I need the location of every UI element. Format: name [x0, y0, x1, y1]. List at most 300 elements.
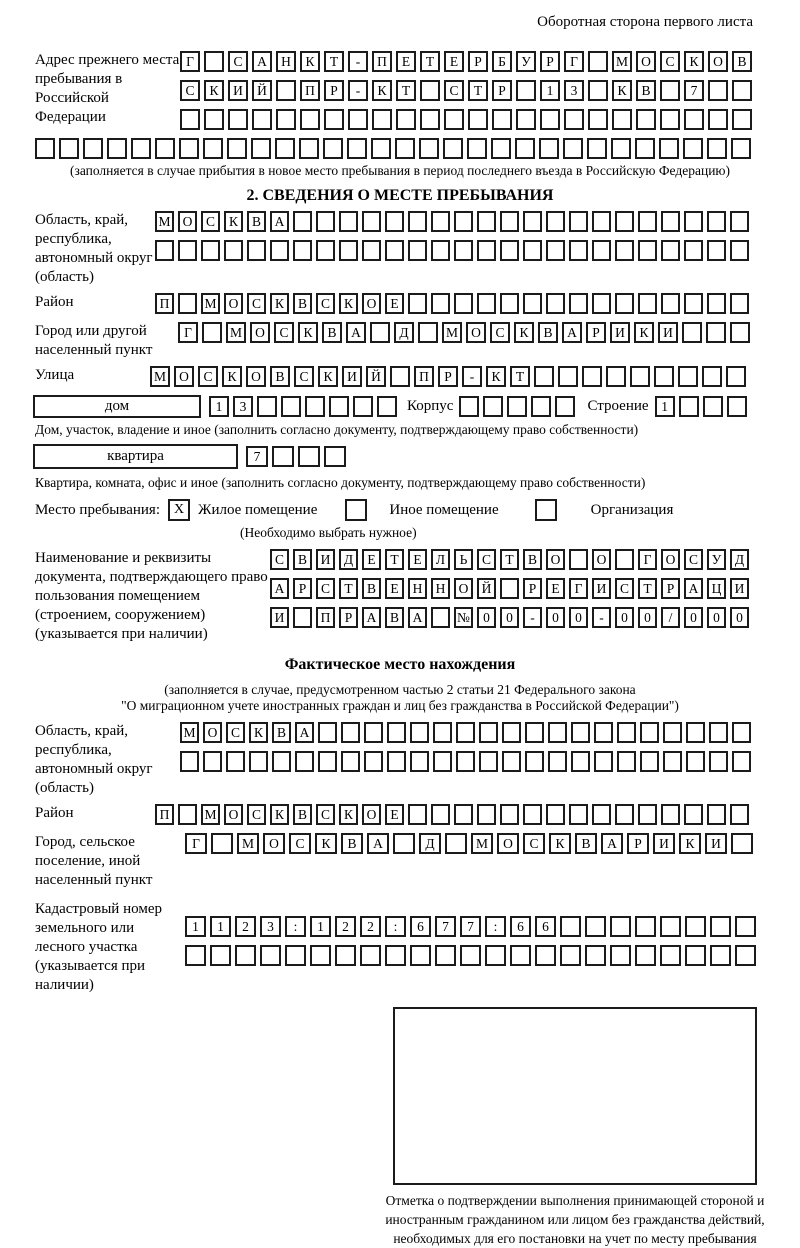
char-box: 3: [260, 916, 281, 937]
char-box: К: [514, 322, 534, 343]
char-box: [703, 396, 723, 417]
char-box: [339, 240, 358, 261]
char-box: С: [228, 51, 248, 72]
char-box: [615, 804, 634, 825]
char-box: [678, 366, 698, 387]
char-box: [385, 211, 404, 232]
char-box: С: [270, 549, 289, 570]
char-box: 1: [209, 396, 229, 417]
char-box: [324, 109, 344, 130]
char-box: И: [705, 833, 727, 854]
char-box: [707, 293, 726, 314]
char-box: [155, 138, 175, 159]
char-box: [709, 751, 728, 772]
checkbox-inoe[interactable]: [345, 499, 367, 521]
char-box: [433, 722, 452, 743]
char-box: [546, 211, 565, 232]
char-box: [491, 138, 511, 159]
char-box: [387, 722, 406, 743]
char-box: [638, 240, 657, 261]
char-box: К: [339, 804, 358, 825]
char-box: [500, 578, 519, 599]
char-box: [276, 80, 296, 101]
char-row: [270, 578, 749, 599]
option-label-zhiloe: Жилое помещение: [198, 501, 318, 518]
char-box: О: [466, 322, 486, 343]
char-box: 1: [185, 916, 206, 937]
char-box: [251, 138, 271, 159]
char-row: [270, 549, 749, 570]
header-note: Оборотная сторона первого листа: [537, 14, 753, 30]
city-block: [35, 322, 765, 360]
char-box: 2: [235, 916, 256, 937]
char-box: А: [601, 833, 623, 854]
district-label: Район: [35, 294, 74, 310]
char-box: Т: [468, 80, 488, 101]
char-box: -: [462, 366, 482, 387]
char-box: [252, 109, 272, 130]
char-box: Р: [468, 51, 488, 72]
char-box: Т: [324, 51, 344, 72]
char-box: [617, 722, 636, 743]
char-row: [180, 109, 752, 130]
char-box: О: [546, 549, 565, 570]
checkbox-organizatsiya[interactable]: [535, 499, 557, 521]
char-box: С: [201, 211, 220, 232]
char-box: А: [252, 51, 272, 72]
street-block: [35, 366, 765, 387]
char-box: П: [155, 804, 174, 825]
char-box: [431, 240, 450, 261]
house-label-box: [33, 395, 201, 418]
stay-note: (Необходимо выбрать нужное): [240, 525, 417, 540]
stay-label: Место пребывания:: [35, 501, 160, 518]
char-box: С: [247, 293, 266, 314]
char-box: [587, 138, 607, 159]
char-box: [492, 109, 512, 130]
char-box: [661, 211, 680, 232]
apartment-row: [33, 444, 765, 469]
char-box: [592, 804, 611, 825]
district-block: [35, 293, 765, 314]
char-box: [638, 211, 657, 232]
char-box: М: [155, 211, 174, 232]
char-box: Е: [408, 549, 427, 570]
char-box: С: [477, 549, 496, 570]
char-box: [500, 293, 519, 314]
char-box: Р: [540, 51, 560, 72]
char-box: [204, 109, 224, 130]
char-row: [155, 211, 749, 232]
char-box: [372, 109, 392, 130]
char-box: [211, 833, 233, 854]
char-box: [502, 722, 521, 743]
char-box: [385, 945, 406, 966]
char-box: [730, 804, 749, 825]
char-box: [730, 211, 749, 232]
char-box: [683, 138, 703, 159]
char-box: [560, 945, 581, 966]
char-box: [393, 833, 415, 854]
char-box: [546, 240, 565, 261]
char-box: [419, 138, 439, 159]
char-box: [660, 916, 681, 937]
char-box: [347, 138, 367, 159]
char-box: С: [684, 549, 703, 570]
char-box: [534, 366, 554, 387]
fact-city-label: Город, сельское поселение, иной населенный пункт: [35, 834, 153, 888]
char-box: К: [204, 80, 224, 101]
char-box: -: [348, 80, 368, 101]
char-box: /: [661, 607, 680, 628]
char-box: 2: [335, 916, 356, 937]
fact-region-label: Область, край, республика, автономный округ (область): [35, 723, 153, 796]
char-box: У: [516, 51, 536, 72]
char-box: О: [708, 51, 728, 72]
char-box: [477, 211, 496, 232]
char-box: [371, 138, 391, 159]
char-box: [210, 945, 231, 966]
char-box: [483, 396, 503, 417]
char-box: Е: [362, 549, 381, 570]
char-box: [456, 722, 475, 743]
char-box: А: [408, 607, 427, 628]
char-box: Е: [546, 578, 565, 599]
section3-title: Фактическое место нахождения: [284, 656, 516, 673]
char-box: Г: [180, 51, 200, 72]
char-box: [272, 751, 291, 772]
char-box: М: [442, 322, 462, 343]
char-row: [150, 366, 746, 387]
char-box: И: [610, 322, 630, 343]
char-box: Ь: [454, 549, 473, 570]
apartment-cells: [246, 446, 346, 467]
char-box: [364, 722, 383, 743]
char-box: [226, 751, 245, 772]
char-box: [260, 945, 281, 966]
char-box: [523, 804, 542, 825]
char-box: К: [270, 293, 289, 314]
char-box: М: [612, 51, 632, 72]
char-box: К: [684, 51, 704, 72]
char-box: С: [226, 722, 245, 743]
char-box: 6: [510, 916, 531, 937]
char-box: 1: [655, 396, 675, 417]
korpus-cells: [459, 396, 575, 417]
char-box: С: [615, 578, 634, 599]
char-box: 1: [540, 80, 560, 101]
char-box: П: [372, 51, 392, 72]
char-box: Е: [396, 51, 416, 72]
char-box: О: [250, 322, 270, 343]
char-box: [708, 80, 728, 101]
char-box: К: [249, 722, 268, 743]
checkbox-zhiloe[interactable]: X: [168, 499, 190, 521]
char-box: К: [612, 80, 632, 101]
char-box: [592, 211, 611, 232]
char-box: К: [549, 833, 571, 854]
char-box: [636, 109, 656, 130]
stay-row: [35, 499, 765, 521]
char-box: 7: [460, 916, 481, 937]
char-box: [479, 751, 498, 772]
char-box: [539, 138, 559, 159]
char-box: Р: [586, 322, 606, 343]
char-box: В: [575, 833, 597, 854]
char-box: Н: [431, 578, 450, 599]
char-box: [479, 722, 498, 743]
char-box: [588, 51, 608, 72]
char-box: [730, 240, 749, 261]
char-box: [523, 293, 542, 314]
char-box: [227, 138, 247, 159]
fact-city-block: [35, 833, 765, 890]
char-box: [710, 916, 731, 937]
house-note: Дом, участок, владение и иное (заполнить согласно документу, подтверждающему право собственности): [35, 422, 639, 437]
option-label-organizatsiya: Организация: [590, 501, 674, 518]
char-box: [410, 945, 431, 966]
char-box: Т: [510, 366, 530, 387]
char-box: [298, 446, 320, 467]
char-box: Г: [564, 51, 584, 72]
cadastre-label: Кадастровый номер земельного или лесного участка (указывается при наличии): [35, 901, 162, 993]
char-box: С: [490, 322, 510, 343]
char-box: [569, 240, 588, 261]
char-box: Й: [252, 80, 272, 101]
stamp-box: [393, 1007, 757, 1185]
char-box: 2: [360, 916, 381, 937]
char-box: [685, 945, 706, 966]
char-box: [615, 240, 634, 261]
char-box: Р: [661, 578, 680, 599]
char-box: А: [270, 211, 289, 232]
char-box: Р: [293, 578, 312, 599]
char-box: [275, 138, 295, 159]
char-box: [735, 916, 756, 937]
char-box: [178, 240, 197, 261]
char-box: [460, 945, 481, 966]
char-row: [185, 945, 756, 966]
char-box: [592, 293, 611, 314]
char-box: 3: [564, 80, 584, 101]
char-box: Т: [339, 578, 358, 599]
char-box: [107, 138, 127, 159]
char-box: Р: [438, 366, 458, 387]
char-box: [635, 916, 656, 937]
char-box: В: [341, 833, 363, 854]
char-box: [444, 109, 464, 130]
char-box: [638, 293, 657, 314]
char-box: [685, 916, 706, 937]
char-box: [661, 240, 680, 261]
char-box: Й: [366, 366, 386, 387]
char-box: И: [592, 578, 611, 599]
char-box: [178, 804, 197, 825]
house-row: [33, 395, 765, 418]
char-box: [660, 80, 680, 101]
char-box: С: [444, 80, 464, 101]
char-box: [410, 751, 429, 772]
char-box: 1: [210, 916, 231, 937]
char-box: [535, 945, 556, 966]
char-box: [661, 804, 680, 825]
char-box: [684, 109, 704, 130]
char-box: [270, 240, 289, 261]
char-box: [341, 751, 360, 772]
char-box: К: [270, 804, 289, 825]
char-box: [385, 240, 404, 261]
char-box: П: [300, 80, 320, 101]
char-box: [630, 366, 650, 387]
char-box: [204, 51, 224, 72]
char-box: А: [367, 833, 389, 854]
char-box: [431, 607, 450, 628]
char-box: [485, 945, 506, 966]
char-box: [224, 240, 243, 261]
char-box: П: [414, 366, 434, 387]
char-box: [523, 240, 542, 261]
section2-title: 2. СВЕДЕНИЯ О МЕСТЕ ПРЕБЫВАНИЯ: [246, 187, 554, 204]
char-box: И: [270, 607, 289, 628]
char-box: М: [180, 722, 199, 743]
char-box: Ц: [707, 578, 726, 599]
char-box: [408, 804, 427, 825]
char-box: М: [237, 833, 259, 854]
char-box: И: [316, 549, 335, 570]
char-box: [569, 804, 588, 825]
char-box: И: [342, 366, 362, 387]
char-box: К: [486, 366, 506, 387]
char-box: -: [348, 51, 368, 72]
char-box: К: [222, 366, 242, 387]
char-box: Д: [419, 833, 441, 854]
char-box: [362, 211, 381, 232]
char-box: [709, 722, 728, 743]
char-box: [477, 293, 496, 314]
char-box: 7: [435, 916, 456, 937]
char-box: [726, 366, 746, 387]
char-box: 0: [569, 607, 588, 628]
char-box: [702, 366, 722, 387]
char-box: [610, 916, 631, 937]
char-box: [682, 322, 702, 343]
char-row-overflow: [35, 138, 765, 159]
char-box: [710, 945, 731, 966]
char-box: С: [660, 51, 680, 72]
char-box: [459, 396, 479, 417]
char-box: [510, 945, 531, 966]
char-box: [249, 751, 268, 772]
char-box: С: [274, 322, 294, 343]
char-box: [431, 293, 450, 314]
char-box: [548, 751, 567, 772]
char-box: [310, 945, 331, 966]
char-box: С: [247, 804, 266, 825]
char-box: [408, 240, 427, 261]
char-box: [684, 240, 703, 261]
char-box: [558, 366, 578, 387]
char-box: [377, 396, 397, 417]
char-box: [707, 804, 726, 825]
char-box: [500, 804, 519, 825]
city-label: Город или другой населенный пункт: [35, 323, 153, 358]
char-box: 7: [246, 446, 268, 467]
korpus-label: Корпус: [407, 398, 454, 414]
law-note-line1: (заполняется в случае, предусмотренном частью 2 статьи 21 Федерального закона: [164, 682, 636, 697]
char-box: [555, 396, 575, 417]
char-box: [180, 751, 199, 772]
char-box: П: [316, 607, 335, 628]
char-box: Е: [444, 51, 464, 72]
char-box: [203, 138, 223, 159]
char-box: [502, 751, 521, 772]
char-box: О: [636, 51, 656, 72]
char-box: Й: [477, 578, 496, 599]
char-box: [663, 722, 682, 743]
char-box: [735, 945, 756, 966]
char-box: [659, 138, 679, 159]
char-box: [531, 396, 551, 417]
char-box: [708, 109, 728, 130]
document-block: [35, 549, 765, 644]
char-box: [730, 293, 749, 314]
char-box: С: [180, 80, 200, 101]
char-box: [679, 396, 699, 417]
char-box: [228, 109, 248, 130]
char-box: [684, 211, 703, 232]
char-box: С: [316, 804, 335, 825]
char-box: [418, 322, 438, 343]
char-box: [435, 945, 456, 966]
char-row: [180, 80, 752, 101]
char-box: О: [592, 549, 611, 570]
stamp-area: [385, 1007, 765, 1248]
char-box: [638, 804, 657, 825]
char-box: А: [295, 722, 314, 743]
char-box: К: [224, 211, 243, 232]
char-box: Р: [523, 578, 542, 599]
char-box: :: [385, 916, 406, 937]
char-box: [454, 804, 473, 825]
prev-address-note: (заполняется в случае прибытия в новое место пребывания в период последнего въезда в Российскую Федерацию): [69, 163, 731, 178]
char-box: [571, 751, 590, 772]
char-box: В: [322, 322, 342, 343]
char-box: [732, 80, 752, 101]
char-box: [477, 804, 496, 825]
char-box: [431, 804, 450, 825]
char-box: [706, 322, 726, 343]
char-box: [318, 722, 337, 743]
char-box: [585, 945, 606, 966]
char-box: О: [661, 549, 680, 570]
char-box: Е: [385, 804, 404, 825]
fact-district-label: Район: [35, 805, 74, 821]
char-box: И: [658, 322, 678, 343]
char-box: К: [318, 366, 338, 387]
char-box: [612, 109, 632, 130]
char-box: 3: [233, 396, 253, 417]
char-box: [640, 722, 659, 743]
char-box: Н: [408, 578, 427, 599]
char-box: [594, 751, 613, 772]
char-box: М: [150, 366, 170, 387]
char-box: [615, 549, 634, 570]
char-box: К: [339, 293, 358, 314]
char-box: Т: [420, 51, 440, 72]
char-box: [299, 138, 319, 159]
char-box: К: [679, 833, 701, 854]
char-box: [203, 751, 222, 772]
